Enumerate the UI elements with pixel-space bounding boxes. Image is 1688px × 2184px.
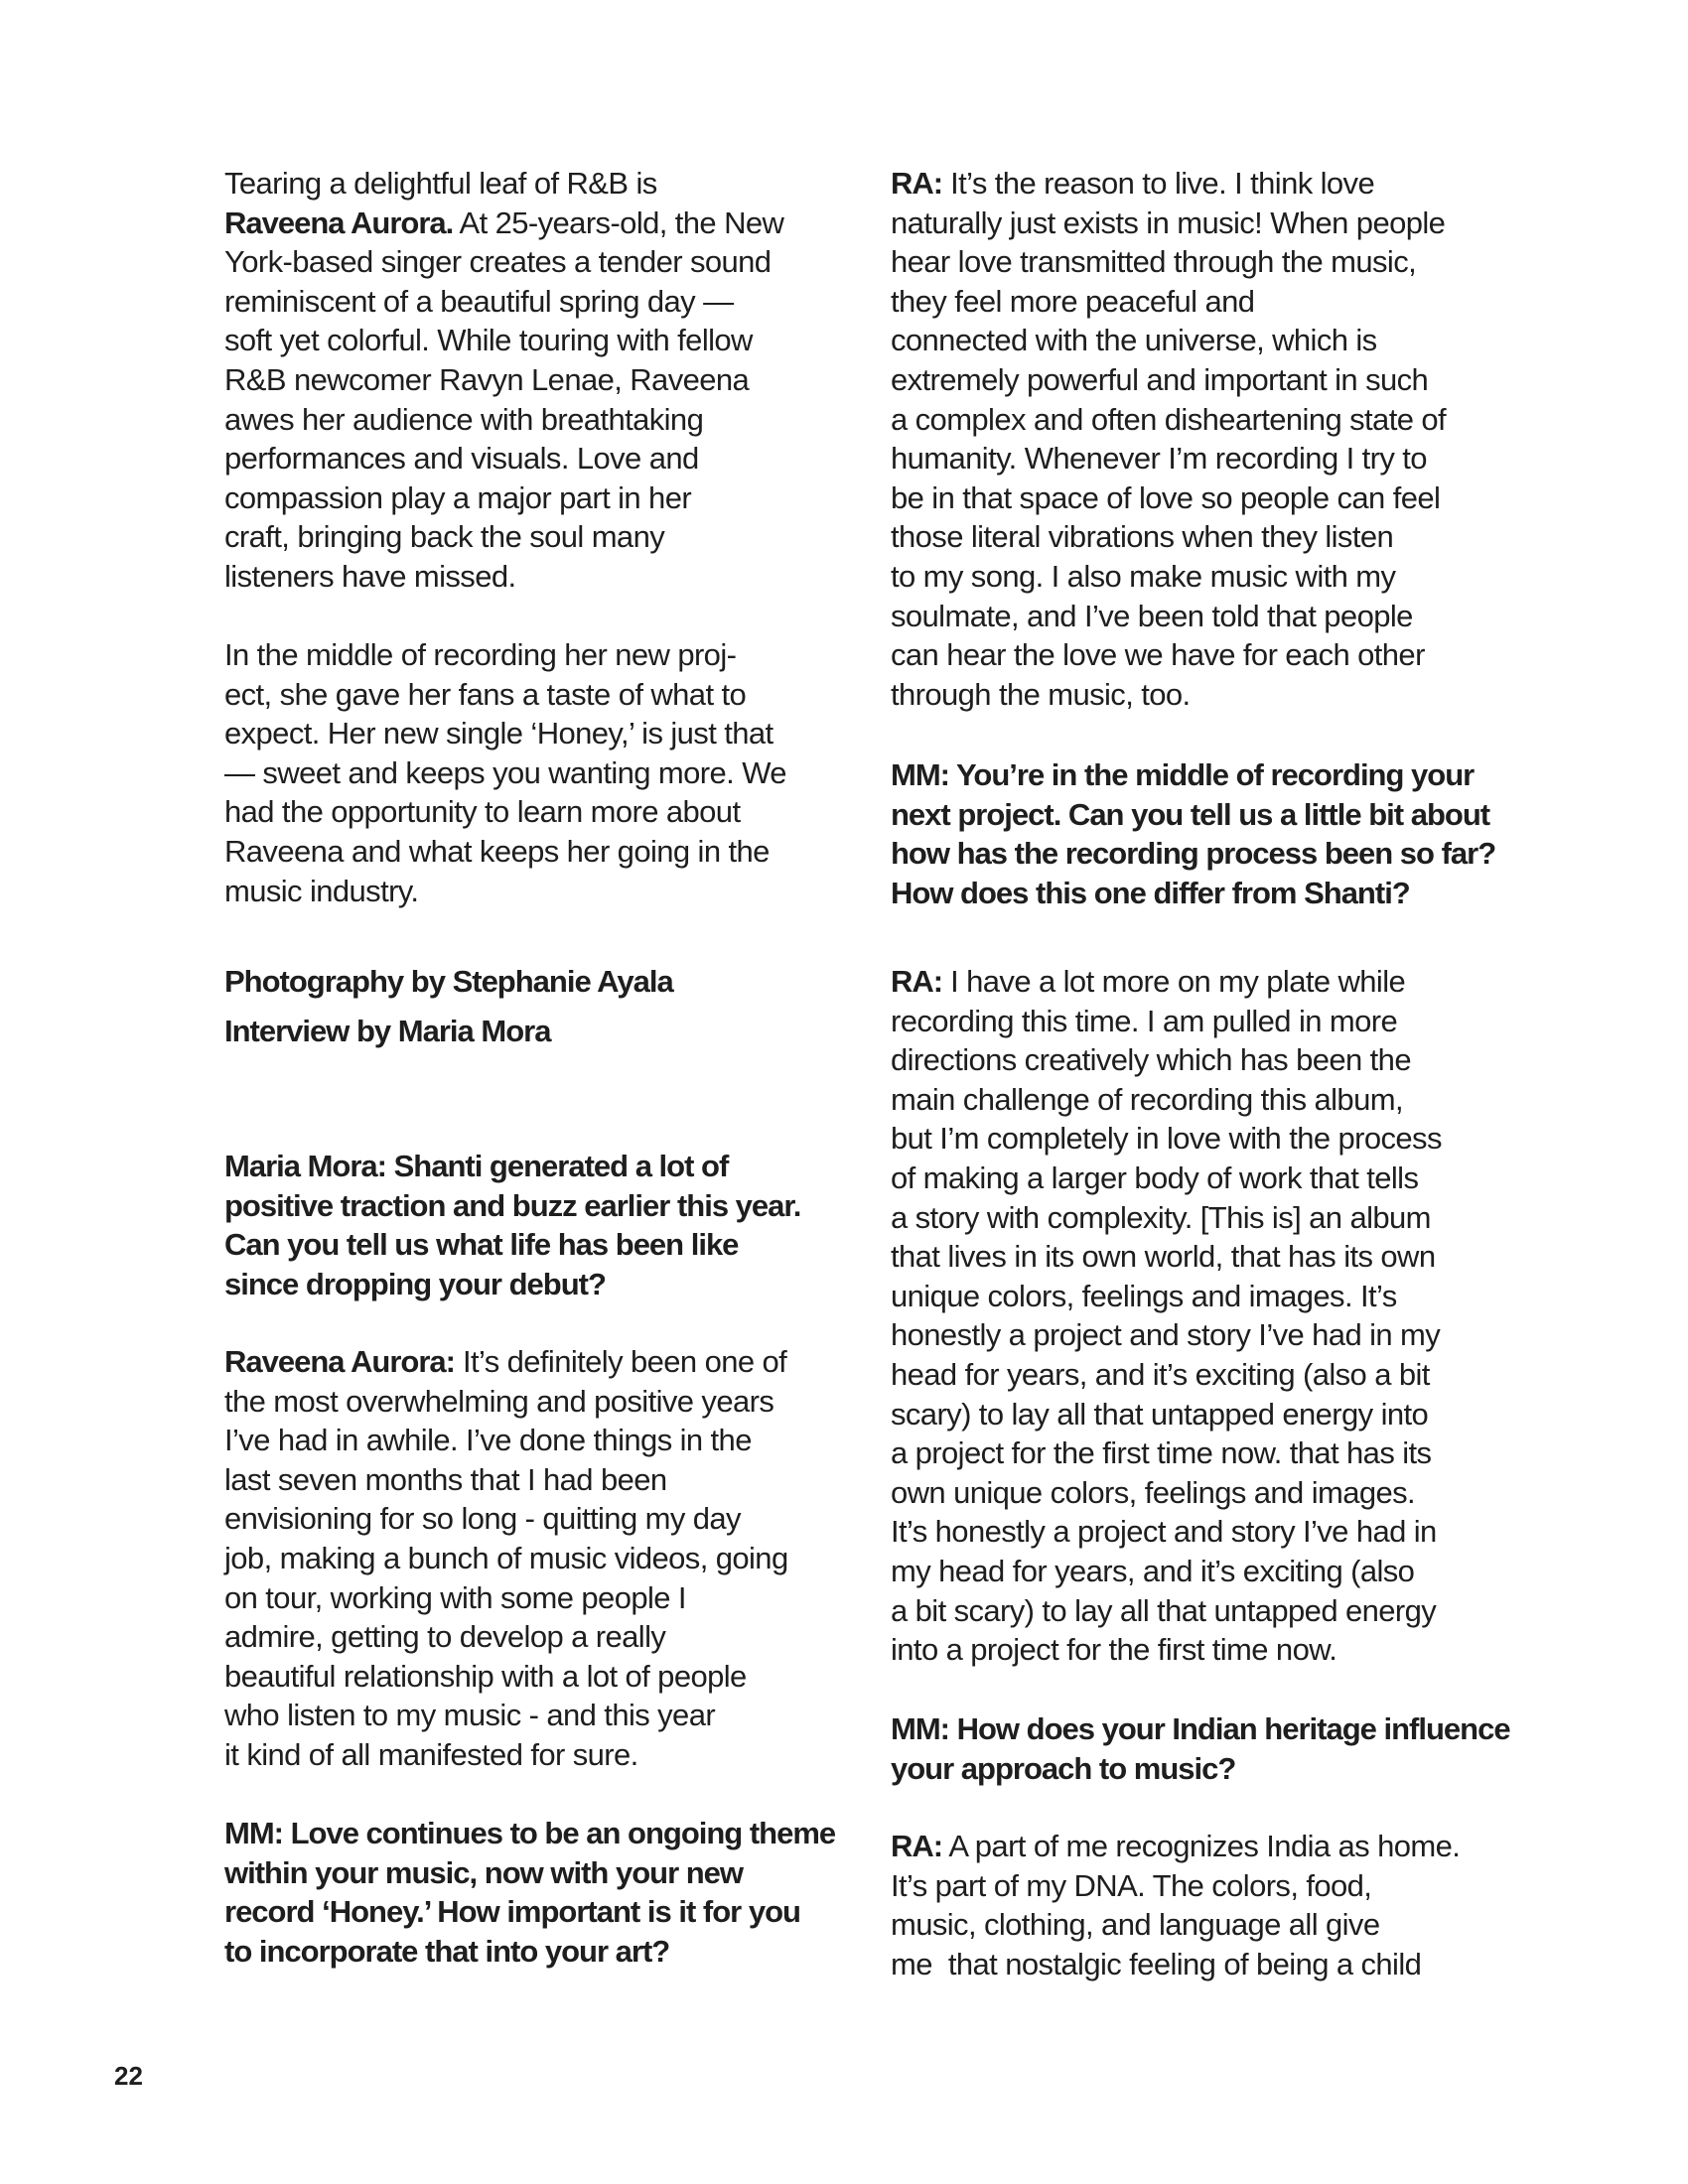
text-line [891, 242, 1446, 282]
text: — sweet and keeps you wanting more. We [224, 754, 786, 790]
text-line [224, 204, 783, 243]
text-line [891, 597, 1446, 636]
text-line [891, 795, 1495, 835]
bold-text: to incorporate that into your art? [224, 1933, 670, 1969]
text: admire, getting to develop a really [224, 1619, 666, 1655]
text-line [224, 1578, 788, 1618]
text: beautiful relationship with a lot of people [224, 1658, 747, 1694]
text-line [891, 1395, 1442, 1434]
bold-text: Interview by Maria Mora [224, 1014, 551, 1048]
text-line [891, 1198, 1442, 1238]
interview-question [891, 755, 1495, 912]
text-line [224, 1147, 800, 1186]
text-line [224, 1460, 788, 1500]
text-line [891, 1433, 1442, 1473]
text: main challenge of recording this album, [891, 1081, 1403, 1117]
text-line [224, 1186, 800, 1226]
text: a complex and often disheartening state of [891, 401, 1447, 437]
text: It’s definitely been one of [454, 1344, 787, 1379]
text: who listen to my music - and this year [224, 1698, 716, 1733]
text-line [224, 400, 783, 440]
text-line [891, 755, 1495, 795]
text-line [891, 1945, 1460, 1984]
page-number: 22 [114, 2061, 143, 2091]
text-line [224, 1735, 788, 1775]
text-line [891, 478, 1446, 518]
text: ect, she gave her fans a taste of what to [224, 676, 747, 712]
text: In the middle of recording her new proj- [224, 637, 737, 672]
text: scary) to lay all that untapped energy into [891, 1396, 1429, 1432]
text-line [224, 439, 783, 478]
text: connected with the universe, which is [891, 323, 1377, 358]
text-line [224, 1657, 788, 1697]
text: they feel more peaceful and [891, 283, 1255, 319]
bold-text: Raveena Aurora. [224, 205, 454, 240]
text-line [224, 1225, 800, 1265]
text-line [224, 1932, 835, 1972]
body-paragraph [224, 164, 783, 597]
text-line [224, 478, 783, 518]
text-line [891, 962, 1442, 1002]
text: a story with complexity. [This is] an album [891, 1199, 1431, 1235]
text-line [224, 1892, 835, 1932]
text-line [224, 962, 673, 1002]
text: that lives in its own world, that has its own [891, 1239, 1436, 1275]
bold-text: your approach to music? [891, 1750, 1236, 1786]
text-line [224, 1853, 835, 1893]
text-line [224, 1617, 788, 1657]
text-line [891, 282, 1446, 322]
text: Tearing a delightful leaf of R&B is [224, 166, 657, 201]
bold-text: RA: [891, 166, 943, 201]
text-line [891, 321, 1446, 360]
text-line [891, 1630, 1442, 1670]
text-line [224, 1382, 788, 1422]
text: humanity. Whenever I’m recording I try to [891, 441, 1427, 477]
text-line [224, 635, 786, 675]
interview-question [224, 1814, 835, 1971]
text-line [224, 1342, 788, 1382]
text: I have a lot more on my plate while [942, 964, 1406, 999]
text-line [224, 1265, 800, 1304]
text-line [224, 792, 786, 832]
text-line [224, 517, 783, 557]
text-line [891, 1002, 1442, 1041]
text: job, making a bunch of music videos, going [224, 1540, 788, 1575]
text: extremely powerful and important in such [891, 361, 1429, 397]
text: naturally just exists in music! When people [891, 205, 1446, 240]
interview-answer [224, 1342, 788, 1775]
bold-text: MM: Love continues to be an ongoing theme [224, 1816, 836, 1850]
text-line [891, 1591, 1442, 1631]
bold-text: RA: [891, 1829, 943, 1863]
text: compassion play a major part in her [224, 479, 692, 515]
text: reminiscent of a beautiful spring day — [224, 283, 734, 319]
text-line [891, 1905, 1460, 1945]
text: It’s the reason to live. I think love [942, 166, 1375, 201]
text-line [224, 557, 783, 597]
credit-line [224, 1012, 550, 1051]
text: craft, bringing back the soul many [224, 519, 665, 555]
bold-text: next project. Can you tell us a little bit about [891, 796, 1490, 832]
text-line [891, 834, 1495, 874]
text: into a project for the first time now. [891, 1632, 1337, 1668]
text: of making a larger body of work that tells [891, 1160, 1419, 1195]
text: own unique colors, feelings and images. [891, 1474, 1416, 1510]
bold-text: Can you tell us what life has been like [224, 1227, 739, 1263]
bold-text: Raveena Aurora: [224, 1344, 455, 1379]
text: soulmate, and I’ve been told that people [891, 598, 1413, 633]
text-line [224, 321, 783, 360]
interview-answer [891, 1827, 1460, 1983]
text: through the music, too. [891, 676, 1191, 712]
text: hear love transmitted through the music, [891, 244, 1417, 280]
text: me that nostalgic feeling of being a child [891, 1946, 1422, 1981]
text-line [891, 1237, 1442, 1277]
bold-text: How does this one differ from Shanti? [891, 875, 1410, 910]
text-line [891, 204, 1446, 243]
text-line [891, 557, 1446, 597]
text-line [891, 1709, 1510, 1749]
bold-text: within your music, now with your new [224, 1854, 744, 1890]
bold-text: since dropping your debut? [224, 1266, 606, 1301]
text: recording this time. I am pulled in more [891, 1003, 1398, 1038]
text: but I’m completely in love with the process [891, 1121, 1442, 1157]
bold-text: RA: [891, 964, 943, 999]
text: awes her audience with breathtaking [224, 401, 704, 437]
text-line [891, 400, 1446, 440]
credit-line [224, 962, 673, 1002]
text-line [224, 675, 786, 715]
text-line [891, 1315, 1442, 1355]
text: It’s honestly a project and story I’ve had in [891, 1514, 1437, 1550]
interview-answer [891, 164, 1446, 714]
text-line [891, 1355, 1442, 1395]
text: can hear the love we have for each other [891, 637, 1425, 673]
text-line [891, 1827, 1460, 1866]
text-line [891, 1473, 1442, 1513]
text: directions creatively which has been the [891, 1042, 1411, 1078]
text-line [224, 1421, 788, 1460]
text-line [891, 635, 1446, 675]
bold-text: MM: You’re in the middle of recording your [891, 757, 1475, 792]
bold-text: positive traction and buzz earlier this year. [224, 1187, 801, 1223]
text: it kind of all manifested for sure. [224, 1736, 638, 1772]
text: head for years, and it’s exciting (also a bit [891, 1356, 1430, 1392]
text-line [891, 360, 1446, 400]
text-line [224, 714, 786, 753]
text-line [224, 753, 786, 793]
text-line [224, 1539, 788, 1578]
text: At 25-years-old, the New [453, 205, 784, 240]
text: I’ve had in awhile. I’ve done things in the [224, 1423, 752, 1458]
text-line [891, 1749, 1510, 1789]
text: listeners have missed. [224, 558, 516, 594]
text: those literal vibrations when they listen [891, 519, 1394, 555]
text: York-based singer creates a tender sound [224, 244, 772, 280]
text: on tour, working with some people I [224, 1579, 686, 1615]
text-line [224, 1814, 835, 1853]
bold-text: how has the recording process been so far? [891, 836, 1496, 872]
text-line [891, 675, 1446, 715]
text-line [891, 1277, 1442, 1316]
text: to my song. I also make music with my [891, 558, 1396, 594]
text: music industry. [224, 873, 419, 908]
text-line [891, 1512, 1442, 1552]
text: music, clothing, and language all give [891, 1907, 1380, 1943]
bold-text: Photography by Stephanie Ayala [224, 964, 673, 999]
text: a bit scary) to lay all that untapped energy [891, 1592, 1437, 1628]
body-paragraph [224, 635, 786, 910]
text-line [224, 282, 783, 322]
text-line [891, 439, 1446, 478]
text: my head for years, and it’s exciting (also [891, 1553, 1415, 1588]
text: had the opportunity to learn more about [224, 794, 741, 830]
text: honestly a project and story I’ve had in my [891, 1317, 1441, 1353]
text: It’s part of my DNA. The colors, food, [891, 1867, 1372, 1903]
text: a project for the first time now. that has its [891, 1435, 1432, 1471]
text-line [224, 1012, 550, 1051]
text: performances and visuals. Love and [224, 441, 699, 477]
text: last seven months that I had been [224, 1461, 667, 1497]
text: the most overwhelming and positive years [224, 1383, 774, 1419]
bold-text: record ‘Honey.’ How important is it for you [224, 1894, 800, 1930]
text-line [891, 1552, 1442, 1591]
text-line [224, 360, 783, 400]
text: be in that space of love so people can feel [891, 479, 1441, 515]
text: R&B newcomer Ravyn Lenae, Raveena [224, 361, 750, 397]
text-line [891, 1159, 1442, 1198]
interview-answer [891, 962, 1442, 1670]
text-line [891, 874, 1495, 913]
text: soft yet colorful. While touring with fellow [224, 323, 753, 358]
text-line [224, 164, 783, 204]
text: Raveena and what keeps her going in the [224, 833, 770, 869]
text-line [891, 1080, 1442, 1120]
text-line [891, 1119, 1442, 1159]
text-line [224, 1499, 788, 1539]
text: envisioning for so long - quitting my day [224, 1501, 741, 1537]
text: A part of me recognizes India as home. [942, 1829, 1461, 1863]
text-line [891, 1040, 1442, 1080]
text-line [891, 164, 1446, 204]
text-line [224, 1696, 788, 1735]
text: expect. Her new single ‘Honey,’ is just that [224, 716, 774, 751]
interview-question [224, 1147, 800, 1303]
bold-text: MM: How does your Indian heritage influence [891, 1711, 1510, 1746]
text-line [224, 872, 786, 911]
text-line [224, 242, 783, 282]
text: unique colors, feelings and images. It’s [891, 1278, 1397, 1313]
bold-text: Maria Mora: Shanti generated a lot of [224, 1149, 729, 1183]
text-line [891, 517, 1446, 557]
text-line [224, 832, 786, 872]
text-line [891, 1866, 1460, 1906]
interview-question [891, 1709, 1510, 1788]
